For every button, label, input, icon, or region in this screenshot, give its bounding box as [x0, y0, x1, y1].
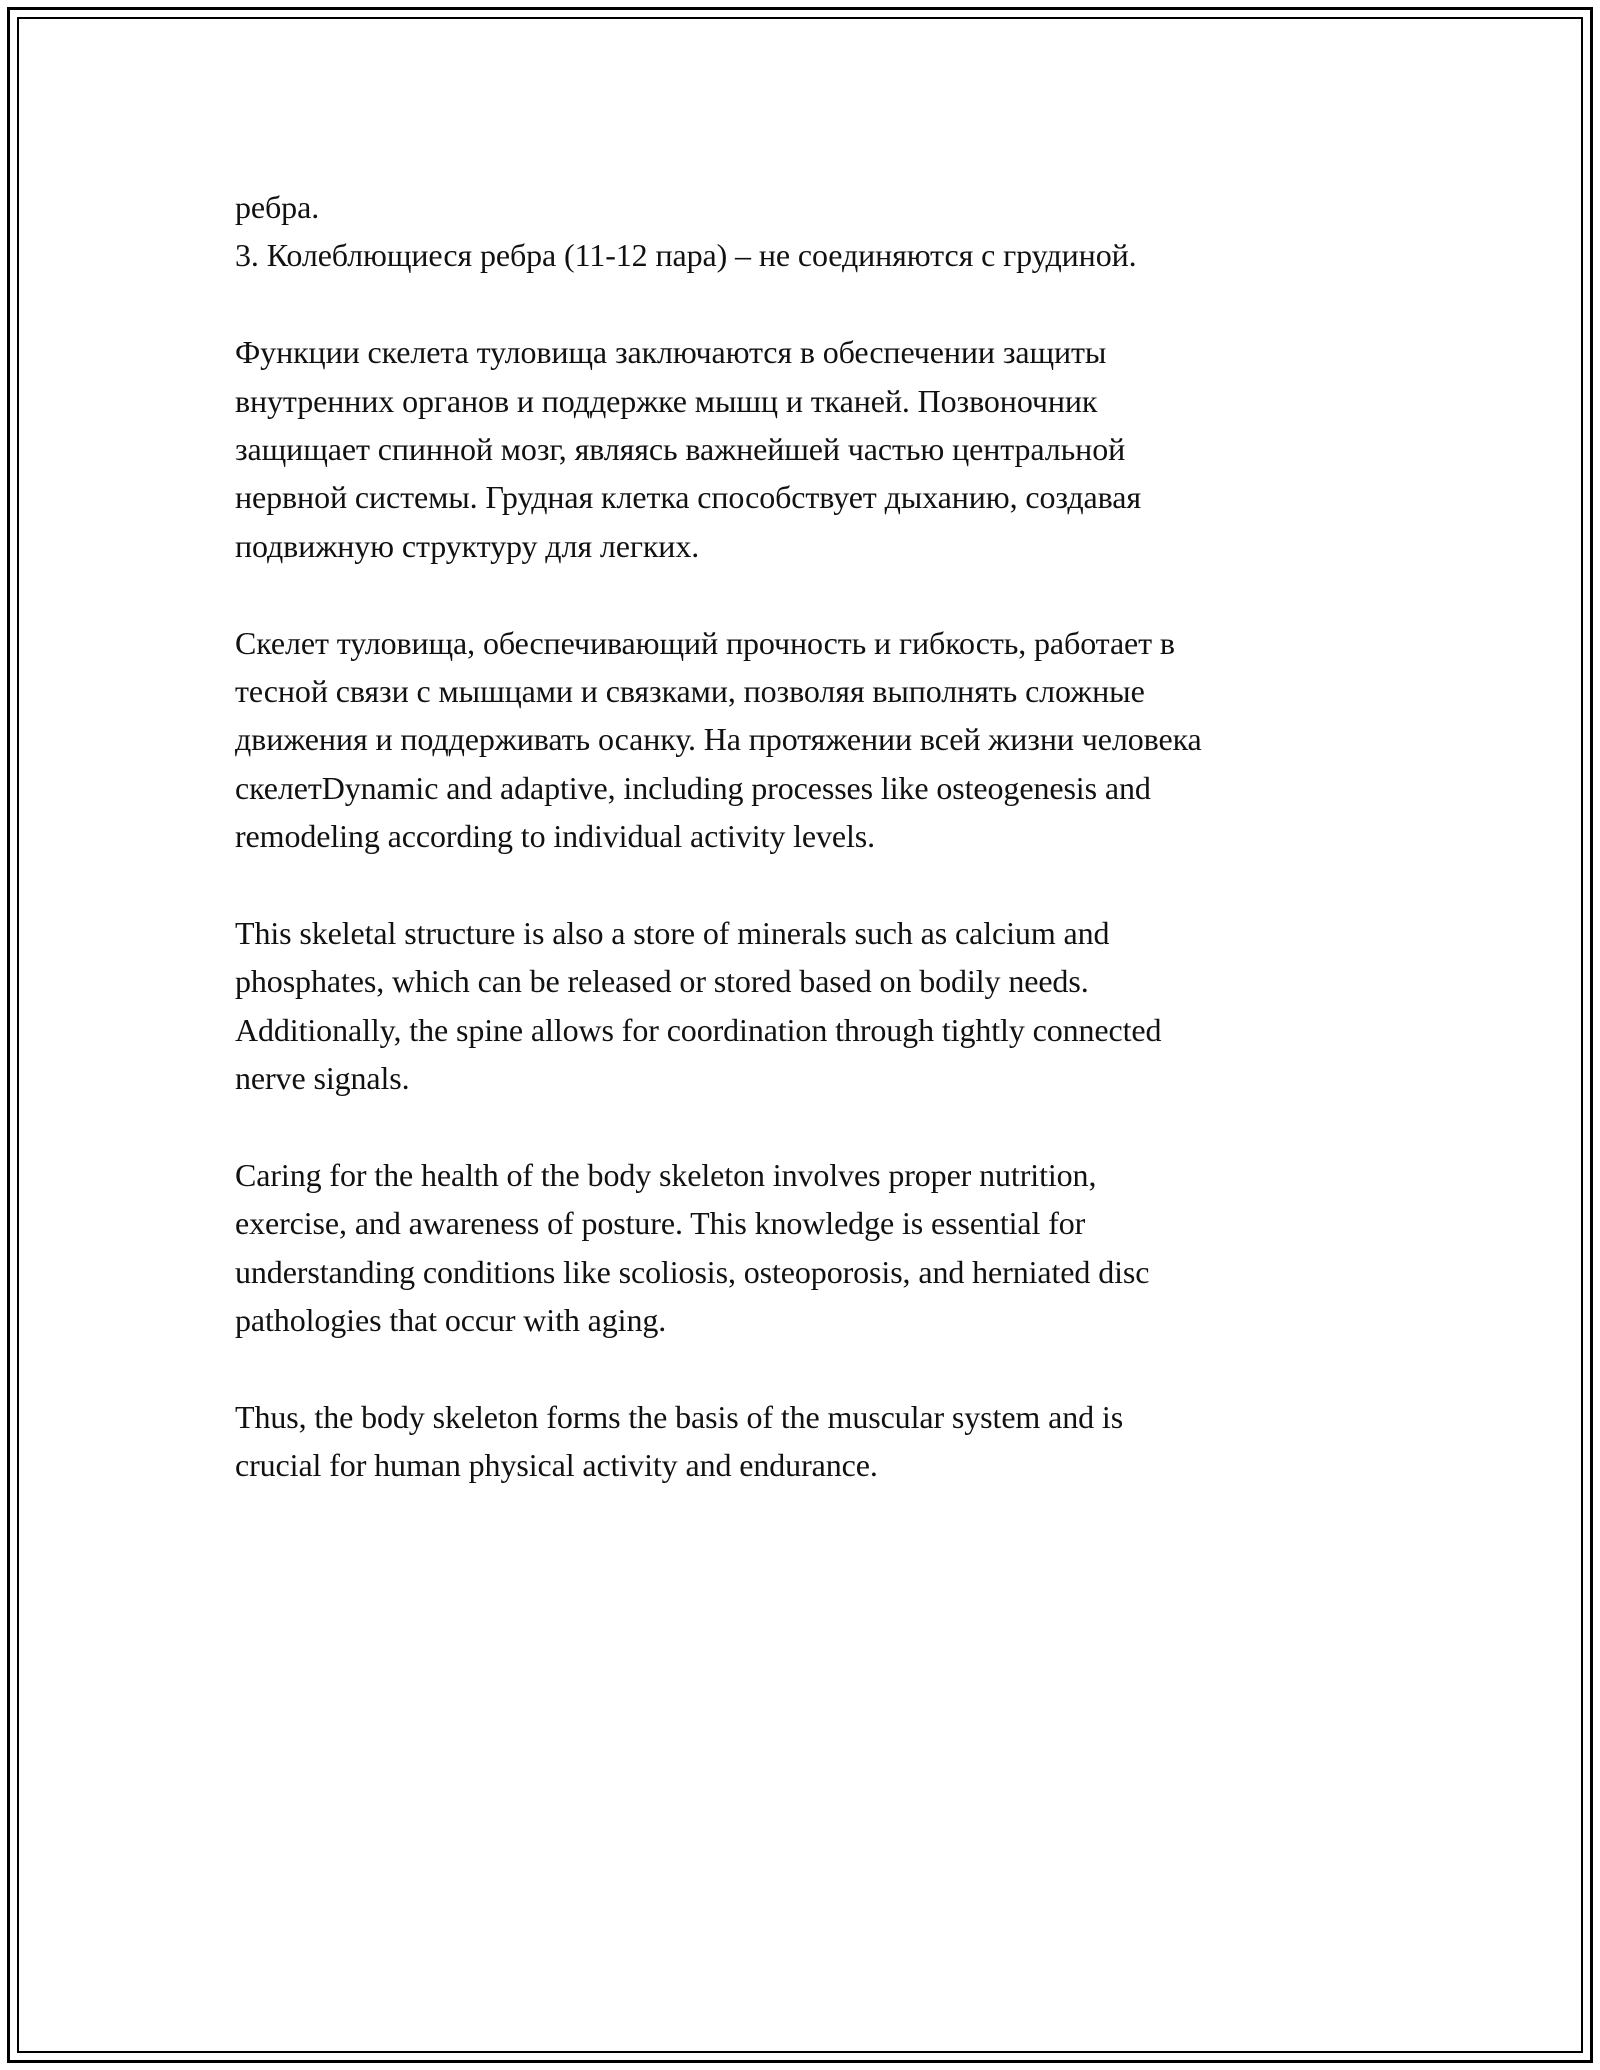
text-line: nerve signals.	[235, 1060, 410, 1097]
text-line: understanding conditions like scoliosis, osteoporosis, and herniated disc	[235, 1253, 1150, 1290]
text-line: подвижную структуру для легких.	[235, 527, 700, 564]
text-line: phosphates, which can be released or stored based on bodily needs.	[235, 963, 1089, 1000]
text-line: ребра.	[235, 189, 320, 225]
document-body	[235, 183, 1395, 1538]
paragraph	[235, 1151, 1395, 1345]
text-line: Thus, the body skeleton forms the basis of the muscular system and is	[235, 1398, 1124, 1435]
text-line: движения и поддерживать осанку. На протяжении всей жизни человека	[235, 721, 1202, 758]
text-line: exercise, and awareness of posture. This knowledge is essential for	[235, 1205, 1086, 1242]
paragraph	[235, 328, 1395, 570]
paragraph	[235, 183, 1395, 280]
text-line: Additionally, the spine allows for coordination through tightly connected	[235, 1011, 1162, 1048]
text-line: 3. Колеблющиеся ребра (11-12 пара) – не соединяются с грудиной.	[235, 237, 1137, 274]
text-line: remodeling according to individual activity levels.	[235, 818, 876, 855]
text-line: защищает спинной мозг, являясь важнейшей частью центральной	[235, 430, 1126, 467]
text-line: Функции скелета туловища заключаются в обеспечении защиты	[235, 334, 1107, 371]
text-line: pathologies that occur with aging.	[235, 1301, 667, 1338]
text-line: внутренних органов и поддержке мышц и тканей. Позвоночник	[235, 382, 1098, 419]
text-line: тесной связи с мышцами и связками, позволяя выполнять сложные	[235, 672, 1145, 709]
text-line: Скелет туловища, обеспечивающий прочность и гибкость, работает в	[235, 624, 1175, 661]
paragraph	[235, 619, 1395, 861]
text-line: Caring for the health of the body skeleton involves proper nutrition,	[235, 1156, 1097, 1193]
text-line: нервной системы. Грудная клетка способствует дыханию, создавая	[235, 479, 1141, 516]
text-line: скелетDynamic and adaptive, including processes like osteogenesis and	[235, 769, 1151, 806]
text-line: crucial for human physical activity and endurance.	[235, 1447, 878, 1484]
text-line: This skeletal structure is also a store of minerals such as calcium and	[235, 914, 1110, 951]
paragraph	[235, 1393, 1395, 1490]
paragraph	[235, 909, 1395, 1103]
